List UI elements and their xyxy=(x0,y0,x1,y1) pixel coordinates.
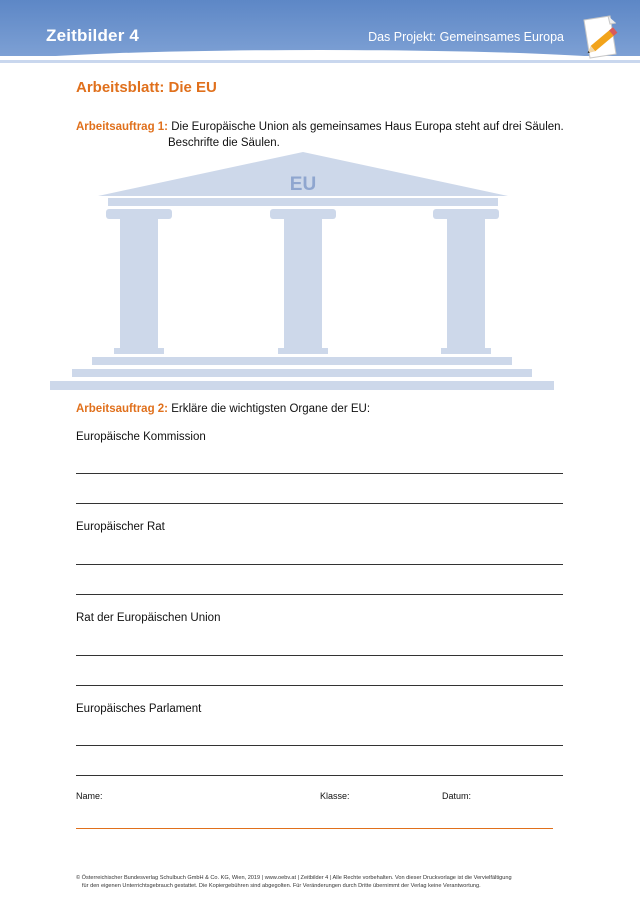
copyright-notice xyxy=(76,874,576,890)
header-divider xyxy=(0,60,640,63)
class-label: Klasse: xyxy=(320,791,350,801)
answer-line[interactable] xyxy=(76,503,563,504)
answer-line[interactable] xyxy=(76,594,563,595)
copyright-line-2: für den eigenen Unterrichtsgebrauch gestattet. Die Kopiergebühren sind abgegolten. Für Veränderungen durch Dritte übernimmt der Verlag keine Verantwortung. xyxy=(82,883,481,889)
pillar-middle xyxy=(270,209,336,354)
task-1 xyxy=(76,119,564,151)
copyright-line-1: © Österreichischer Bundesverlag Schulbuch GmbH & Co. KG, Wien, 2019 | www.oebv.at | Zeitbilder 4 | Alle Rechte vorbehalten. Von dieser Druckvorlage ist die Vervielfältigung xyxy=(76,875,512,881)
pillar-left xyxy=(106,209,172,354)
temple-illustration xyxy=(48,150,558,392)
answer-line[interactable] xyxy=(76,564,563,565)
organ-label-parliament: Europäisches Parlament xyxy=(76,703,202,715)
temple-roof-label: EU xyxy=(289,174,317,195)
answer-line[interactable] xyxy=(76,655,563,656)
temple-step-1 xyxy=(92,357,512,365)
date-label: Datum: xyxy=(442,791,472,801)
temple-step-3 xyxy=(50,381,554,390)
book-title: Zeitbilder 4 xyxy=(46,26,140,45)
task-2-label: Arbeitsauftrag 2: xyxy=(76,403,169,415)
pencil-paper-icon xyxy=(578,14,622,62)
answer-line[interactable] xyxy=(76,685,563,686)
task-1-label: Arbeitsauftrag 1: xyxy=(76,121,169,133)
organ-label-council-eu: Rat der Europäischen Union xyxy=(76,612,221,624)
temple-architrave xyxy=(108,198,498,206)
worksheet-title: Arbeitsblatt: Die EU xyxy=(76,79,217,96)
task-2-text: Erkläre die wichtigsten Organe der EU: xyxy=(171,403,371,415)
answer-line[interactable] xyxy=(76,775,563,776)
name-label: Name: xyxy=(76,791,103,801)
task-2 xyxy=(76,401,370,417)
footer-divider xyxy=(76,828,553,829)
answer-line[interactable] xyxy=(76,473,563,474)
organ-label-european-council: Europäischer Rat xyxy=(76,521,165,533)
project-title: Das Projekt: Gemeinsames Europa xyxy=(368,30,564,44)
organ-label-commission: Europäische Kommission xyxy=(76,431,206,443)
answer-line[interactable] xyxy=(76,745,563,746)
task-1-text-line2: Beschrifte die Säulen. xyxy=(168,137,280,149)
pillar-right xyxy=(433,209,499,354)
task-1-text: Die Europäische Union als gemeinsames Haus Europa steht auf drei Säulen. xyxy=(171,121,564,133)
temple-step-2 xyxy=(72,369,532,377)
